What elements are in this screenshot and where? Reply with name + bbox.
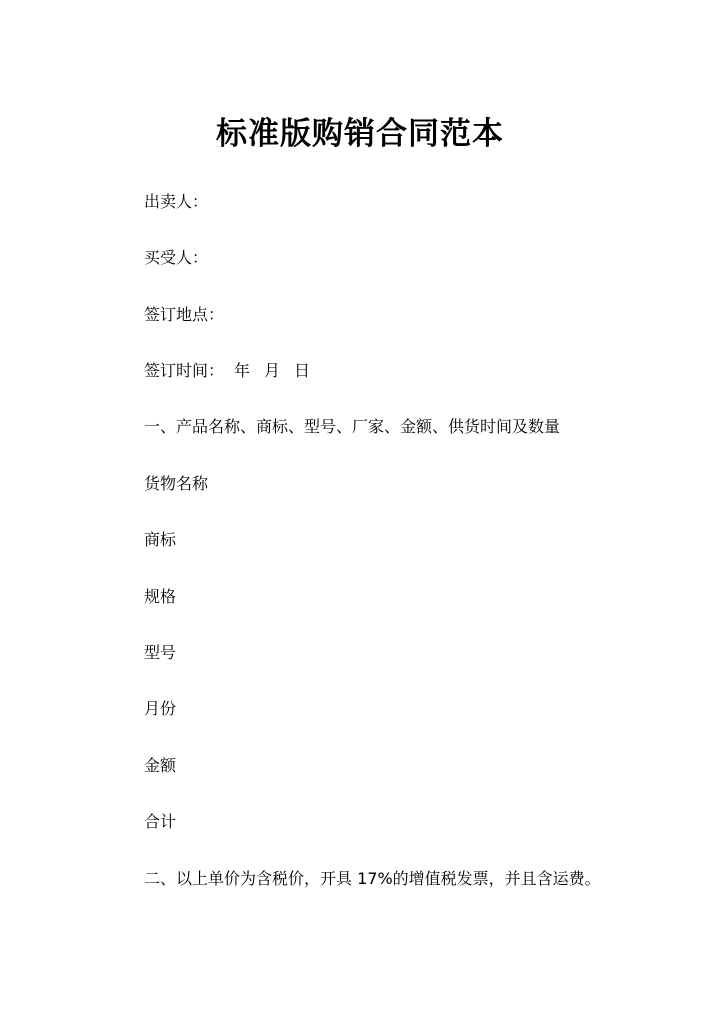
date-month-label: 月 <box>264 361 281 380</box>
item-total: 合计 <box>144 812 177 831</box>
signing-place-label: 签订地点： <box>144 305 225 324</box>
section-1-heading: 一、产品名称、商标、型号、厂家、金额、供货时间及数量 <box>144 417 561 436</box>
item-specification: 规格 <box>144 587 177 606</box>
item-trademark: 商标 <box>144 530 177 549</box>
item-model: 型号 <box>144 643 177 662</box>
signing-time-line <box>144 360 310 382</box>
signing-time-label: 签订时间： <box>144 361 225 380</box>
item-amount: 金额 <box>144 756 177 775</box>
date-year-label: 年 <box>234 361 251 380</box>
date-day-label: 日 <box>294 361 311 380</box>
seller-field-label: 出卖人： <box>144 192 209 211</box>
document-title: 标准版购销合同范本 <box>216 116 504 152</box>
section-2-text: 二、以上单价为含税价，开具 17%的增值税发票，并且含运费。 <box>144 869 601 888</box>
item-goods-name: 货物名称 <box>144 474 209 493</box>
buyer-field-label: 买受人： <box>144 248 209 267</box>
item-month: 月份 <box>144 699 177 718</box>
